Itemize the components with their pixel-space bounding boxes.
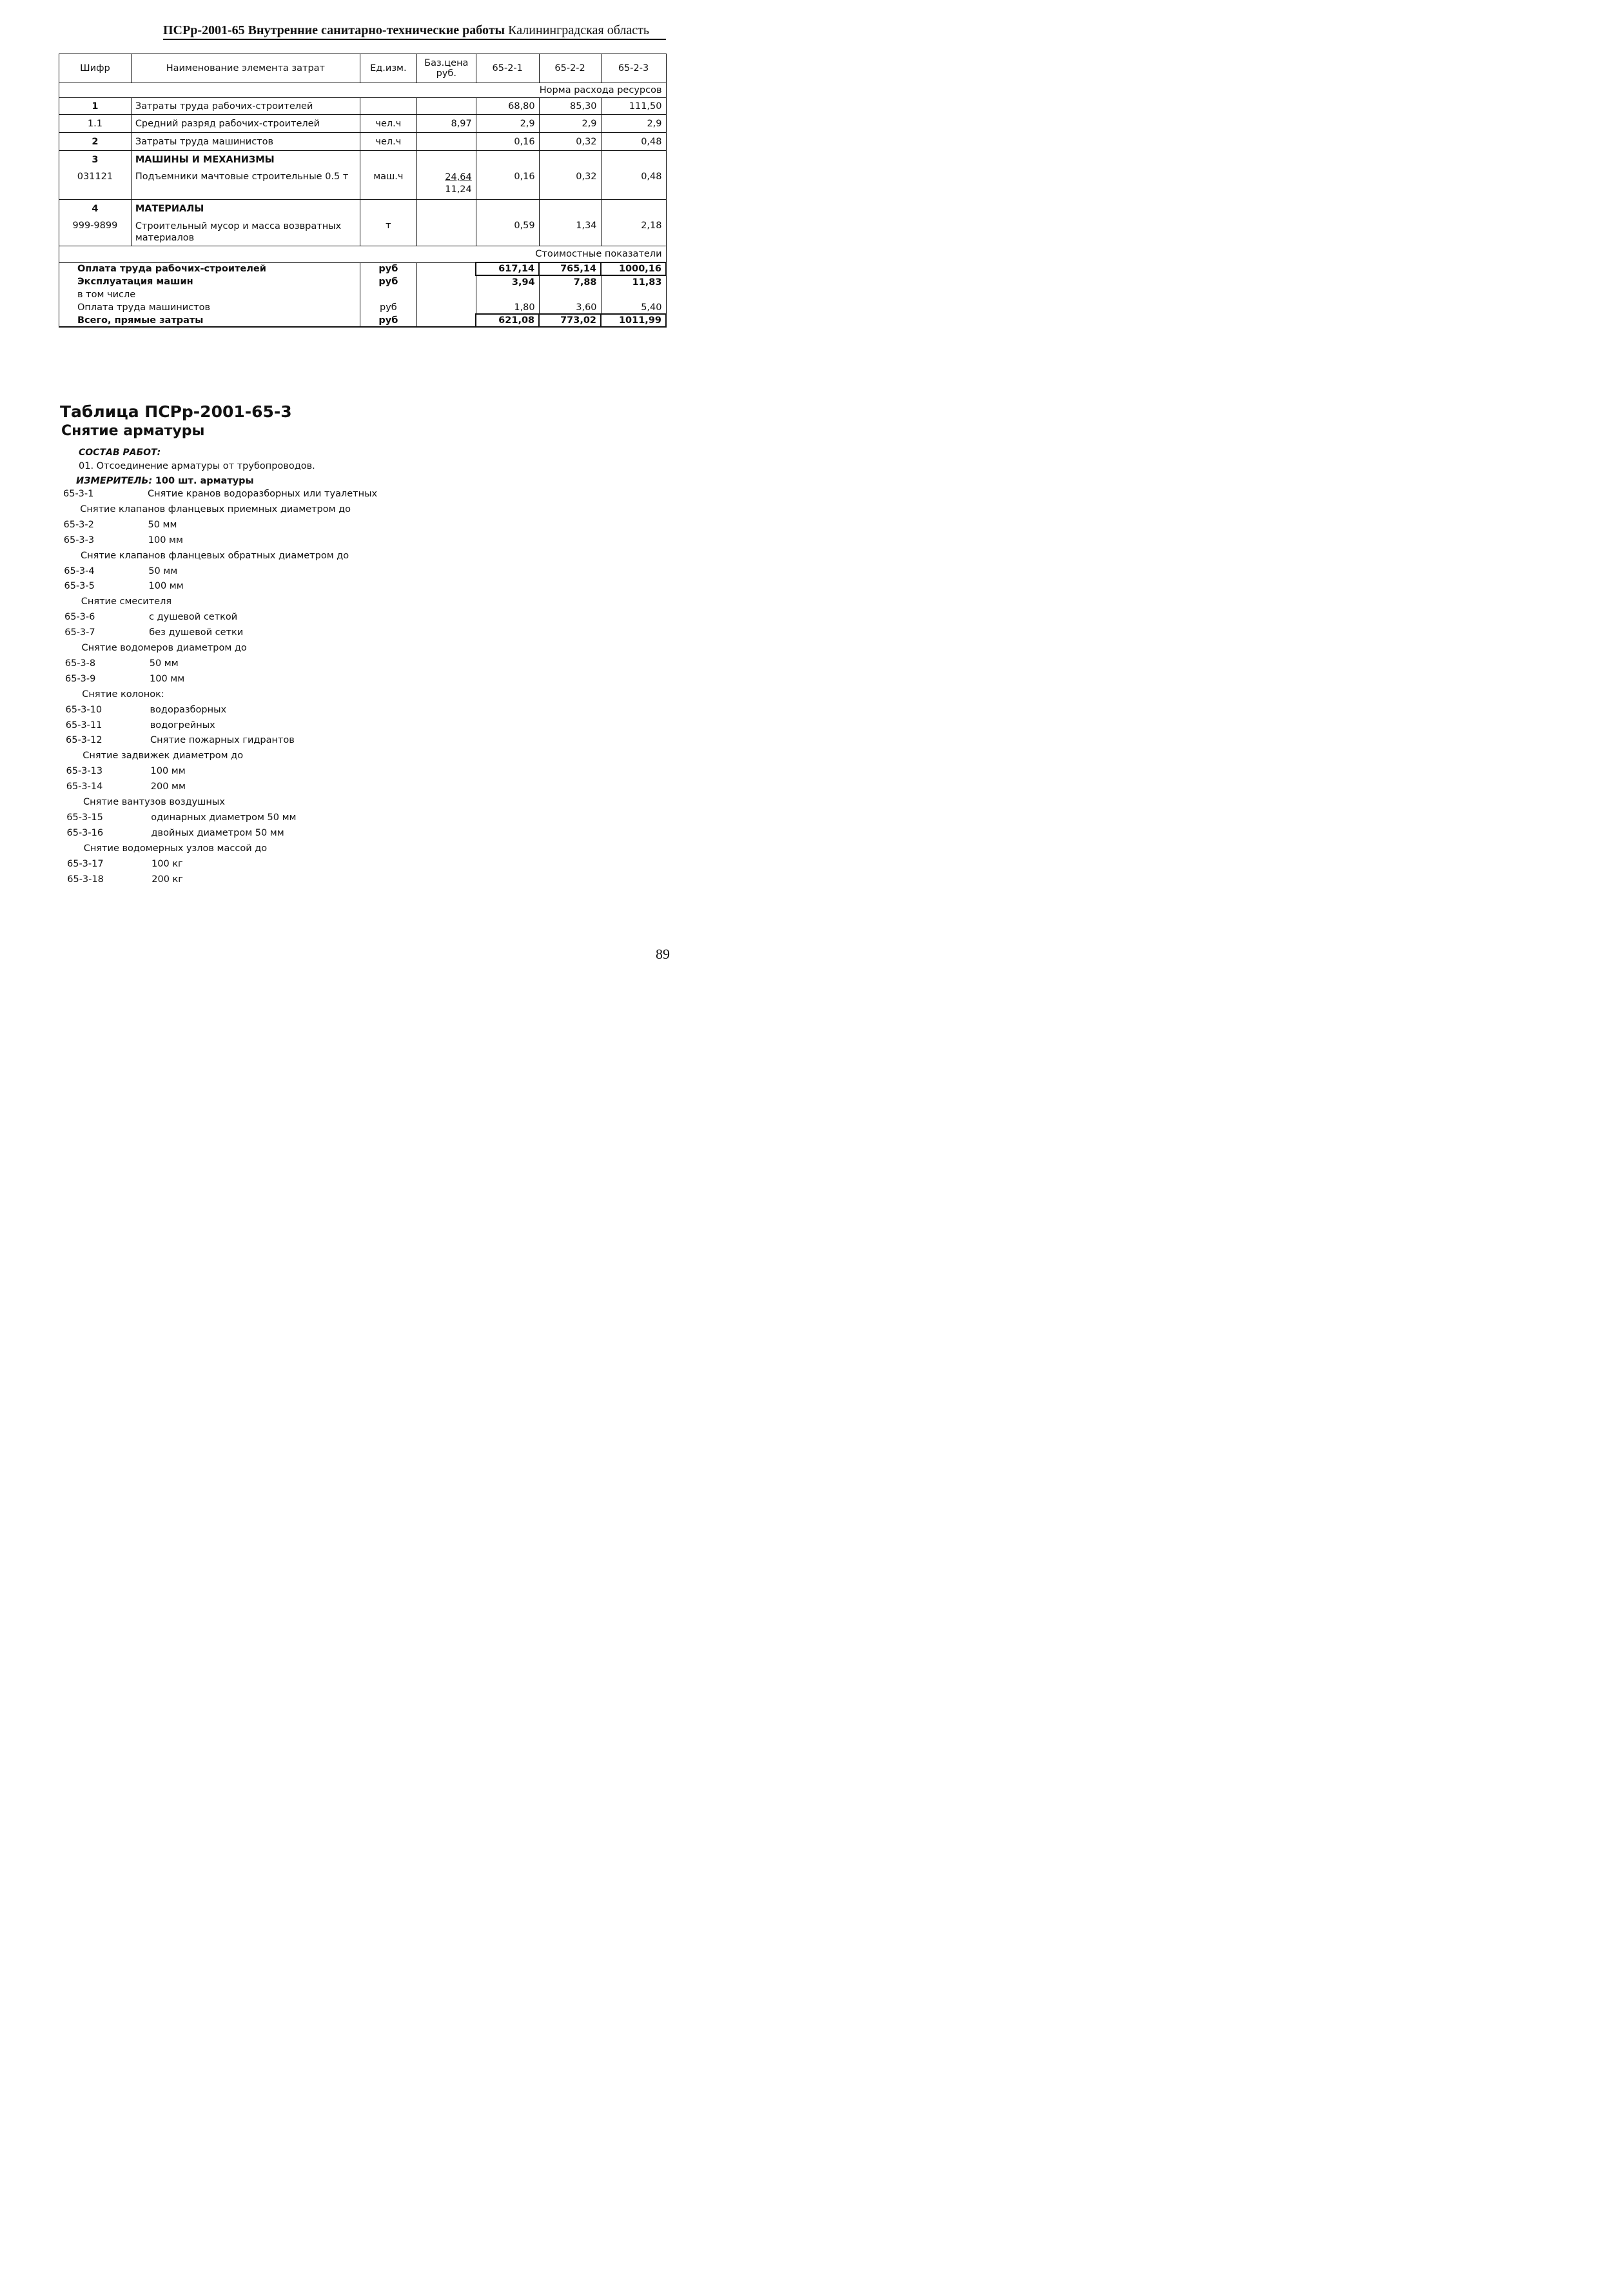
table-row: 3 МАШИНЫ И МЕХАНИЗМЫ [59,151,667,169]
item-description: 100 мм [150,673,185,684]
item-code: 65-3-16 [66,827,104,838]
item-group-heading: Снятие задвижек диаметром до [83,751,244,761]
item-code: 65-3-9 [65,673,96,684]
cost-row: Эксплуатация машин руб 3,94 7,88 11,83 [59,275,667,288]
resource-table [59,54,667,328]
item-code: 65-3-13 [66,766,103,777]
cost-row: Оплата труда рабочих-строителей руб 617,14 765,14 1000,16 [59,262,667,275]
table-header-row [59,54,667,83]
item-code: 65-3-4 [64,565,95,576]
table-row: 031121 Подъемники мачтовые строительные 0.5 т маш.ч 24,64 11,24 0,16 0,32 0,48 [59,169,667,200]
cost-row: в том числе [59,288,667,301]
item-code: 65-3-7 [64,627,95,638]
izmeritel-value: 100 шт. арматуры [155,476,254,486]
table-subtitle: Снятие арматуры [61,423,205,439]
item-code: 65-3-2 [63,519,94,530]
item-description: без душевой сетки [149,627,244,638]
sostav-label: СОСТАВ РАБОТ: [79,447,161,458]
item-group-heading: Снятие колонок: [82,689,164,700]
col-header: Баз.цена руб. [416,54,476,83]
item-code: 65-3-11 [65,720,103,731]
cost-label: Стоимостные показатели [59,246,667,263]
table-row: 1 Затраты труда рабочих-строителей 68,80 85,30 111,50 [59,98,667,115]
norma-label: Норма расхода ресурсов [59,83,667,98]
item-code: 65-3-15 [66,812,103,823]
col-header: 65-2-2 [539,54,601,83]
item-description: 50 мм [149,658,179,669]
izmeritel [76,476,254,486]
item-description: Снятие кранов водоразборных или туалетных [148,489,378,499]
cost-row: Оплата труда машинистов руб 1,80 3,60 5,40 [59,301,667,314]
item-code: 65-3-6 [64,612,95,623]
header-title: ПСРр-2001-65 Внутренние санитарно-технические работы [163,23,505,37]
item-group-heading: Снятие клапанов фланцевых обратных диаметром до [81,550,349,561]
table-row: 1.1 Средний разряд рабочих-строителей чел.ч 8,97 2,9 2,9 2,9 [59,115,667,133]
item-code: 65-3-5 [64,581,95,592]
col-header: Ед.изм. [360,54,416,83]
izmeritel-label: ИЗМЕРИТЕЛЬ: [76,476,153,486]
table-row: 4 МАТЕРИАЛЫ [59,200,667,218]
cost-row: Всего, прямые затраты руб 621,08 773,02 1011,99 [59,314,667,327]
item-group-heading: Снятие вантузов воздушных [83,797,225,807]
item-group-heading: Снятие смесителя [81,596,172,607]
item-description: 50 мм [148,565,178,576]
item-code: 65-3-8 [64,658,96,669]
col-header: Наименование элемента затрат [131,54,360,83]
item-description: 100 кг [152,858,183,869]
item-description: 100 мм [148,535,183,545]
item-code: 65-3-17 [67,858,104,869]
item-description: 100 мм [150,766,186,777]
item-code: 65-3-14 [66,781,103,792]
item-description: одинарных диаметром 50 мм [151,812,297,823]
col-header: Шифр [59,54,132,83]
item-group-heading: Снятие водомерных узлов массой до [83,843,268,854]
item-description: 200 кг [152,874,183,885]
item-code: 65-3-10 [65,704,103,715]
item-code: 65-3-12 [66,735,103,746]
table-row: 999-9899 Строительный мусор и масса возвратных материалов т 0,59 1,34 2,18 [59,218,667,246]
page-number: 89 [656,946,670,962]
item-description: 50 мм [148,519,177,530]
item-group-heading: Снятие клапанов фланцевых приемных диаметром до [80,504,351,515]
item-description: 100 мм [148,581,184,592]
item-code: 65-3-1 [63,489,94,499]
price-bottom: 11,24 [445,184,472,195]
sostav-item: 01. Отсоединение арматуры от трубопроводов. [79,461,315,471]
table-title: Таблица ПСРр-2001-65-3 [60,402,292,421]
col-header: 65-2-1 [476,54,539,83]
item-description: с душевой сеткой [149,612,238,623]
page-header [163,23,666,40]
item-group-heading: Снятие водомеров диаметром до [81,643,247,653]
item-description: 200 мм [150,781,186,792]
item-code: 65-3-18 [67,874,104,885]
item-description: Снятие пожарных гидрантов [150,735,295,746]
table-row: 2 Затраты труда машинистов чел.ч 0,16 0,32 0,48 [59,133,667,151]
col-header: 65-2-3 [601,54,666,83]
item-description: водогрейных [150,720,215,731]
header-region: Калининградская область [508,23,649,37]
item-description: водоразборных [150,704,227,715]
item-code: 65-3-3 [63,535,95,545]
item-description: двойных диаметром 50 мм [151,827,284,838]
price-top: 24,64 [445,172,472,182]
